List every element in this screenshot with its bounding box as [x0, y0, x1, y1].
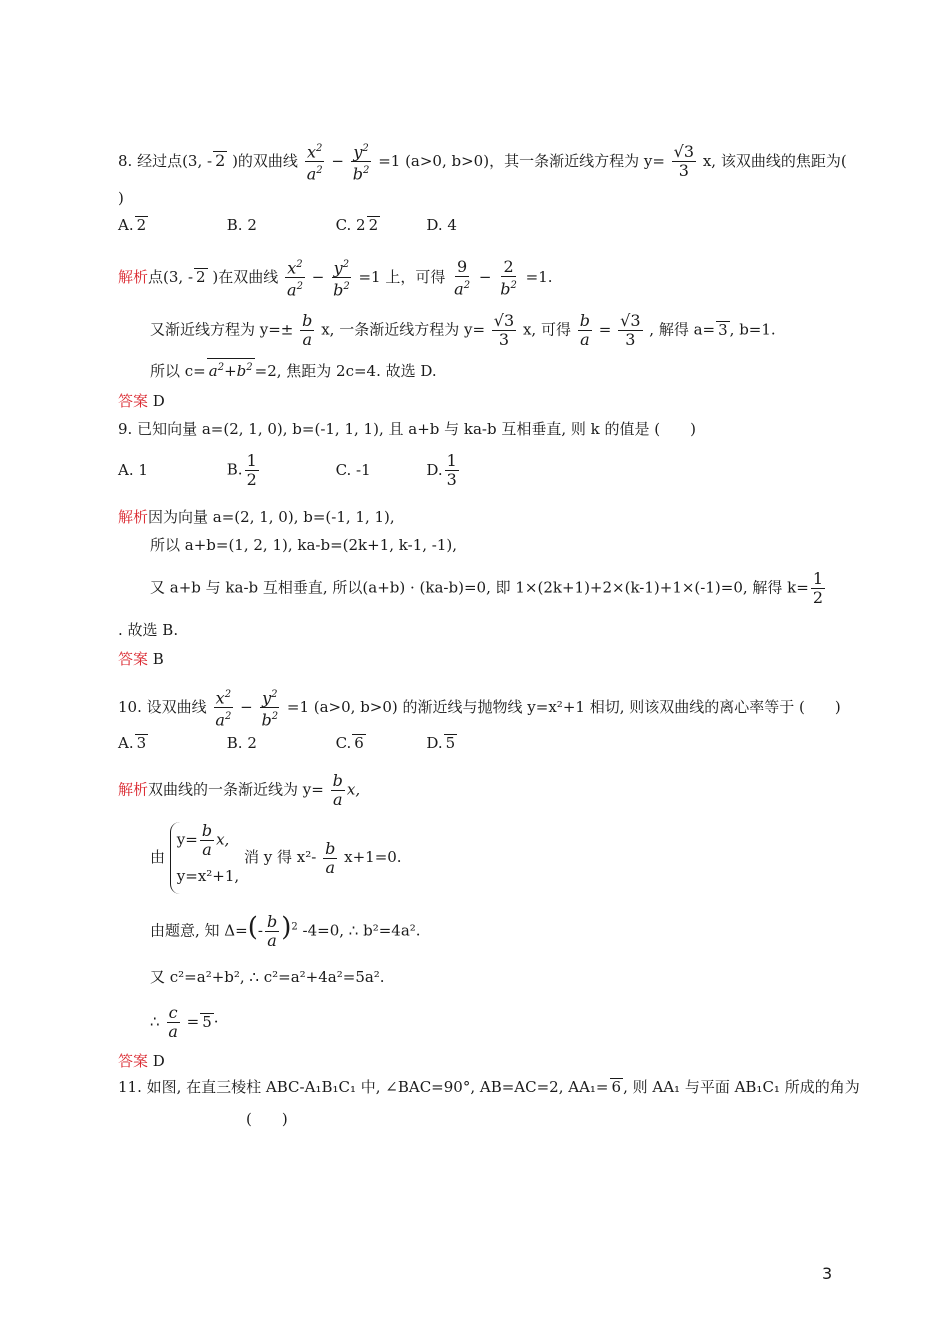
- q9-answer: 答案 B: [118, 650, 164, 668]
- page-number: 3: [822, 1264, 833, 1283]
- q10-answer: 答案 D: [118, 1052, 165, 1070]
- q11-paren: ( ): [246, 1110, 288, 1128]
- q8-stem: 8. 经过点(3, - 2 )的双曲线 $\frac{x^2}{a^2}$ − $\frac{y^2}{b^2}$ =1 (a>0, b>0)，其一条渐近线方程为 y= $\frac{√3}{3}$ x, 该双曲线的焦距为(: [118, 140, 847, 184]
- q8-stem-end: ): [118, 189, 124, 207]
- q8-solution-1: 解析点(3, - 2 )在双曲线 $\frac{x^2}{a^2}$ − $\frac{y^2}{b^2}$ =1 上，可得 $\frac{9}{a^2}$ − $\frac{2}{b^2}$ =1.: [118, 256, 553, 300]
- q10-solution-4: 又 c²=a²+b², ∴ c²=a²+4a²=5a².: [150, 968, 385, 986]
- q8-solution-2: 又渐近线方程为 y=± $\frac{b}{a}$ x, 一条渐近线方程为 y= $\frac{√3}{3}$ x, 可得 $\frac{b}{a}$ = $\frac{√3}{3}$ , 解得 a= 3 , b=1.: [150, 311, 776, 349]
- q10-stem: 10. 设双曲线 $\frac{x^2}{a^2}$ − $\frac{y^2}{b^2}$ =1 (a>0, b>0) 的渐近线与抛物线 y=x²+1 相切, 则该双曲线的离心率等于 ( ): [118, 686, 841, 730]
- q9-solution-2: 所以 a+b=(1, 2, 1), ka-b=(2k+1, k-1, -1),: [150, 536, 458, 554]
- q9-solution-4: . 故选 B.: [118, 621, 179, 639]
- q10-solution-3: 由题意, 知 Δ=(- $\frac{b}{a}$ )$^2$ -4=0, ∴ b²=4a².: [150, 912, 421, 950]
- q9-solution-3: 又 a+b 与 ka-b 互相垂直, 所以(a+b) · (ka-b)=0, 即 1×(2k+1)+2×(k-1)+1×(-1)=0, 解得 k= $\frac{1}{2}$: [150, 569, 824, 607]
- equation-system: y= $\frac{b}{a}$ x, y=x²+1,: [170, 822, 239, 894]
- q9-options: A. 1 B. $\frac{1}{2}$ C. -1 D. $\frac{1}{3}$: [118, 451, 457, 489]
- q8-options: A. 2 B. 2 C. 2 2 D. 4: [118, 216, 457, 234]
- q10-solution-5: ∴ $\frac{c}{a}$ = 5 ·: [150, 1003, 219, 1041]
- q10-options: A. 3 B. 2 C. 6 D. 5: [118, 734, 456, 752]
- q10-solution-2: 由 y= $\frac{b}{a}$ x, y=x²+1, 消 y 得 x²- $\frac{b}{a}$ x+1=0.: [150, 822, 402, 894]
- q9-solution-1: 解析因为向量 a=(2, 1, 0), b=(-1, 1, 1),: [118, 508, 395, 526]
- q10-solution-1: 解析双曲线的一条渐近线为 y= $\frac{b}{a}$ x,: [118, 771, 361, 809]
- q9-stem: 9. 已知向量 a=(2, 1, 0), b=(-1, 1, 1), 且 a+b 与 ka-b 互相垂直, 则 k 的值是 ( ): [118, 420, 697, 438]
- q8-solution-3: 所以 $c= a^2+b^2 =2$, 焦距为 2c=4. 故选 D.: [150, 358, 437, 382]
- q8-answer: 答案 D: [118, 392, 165, 410]
- q11-stem: 11. 如图, 在直三棱柱 ABC-A₁B₁C₁ 中, ∠BAC=90°, AB=AC=2, AA₁= 6 , 则 AA₁ 与平面 AB₁C₁ 所成的角为: [118, 1078, 860, 1096]
